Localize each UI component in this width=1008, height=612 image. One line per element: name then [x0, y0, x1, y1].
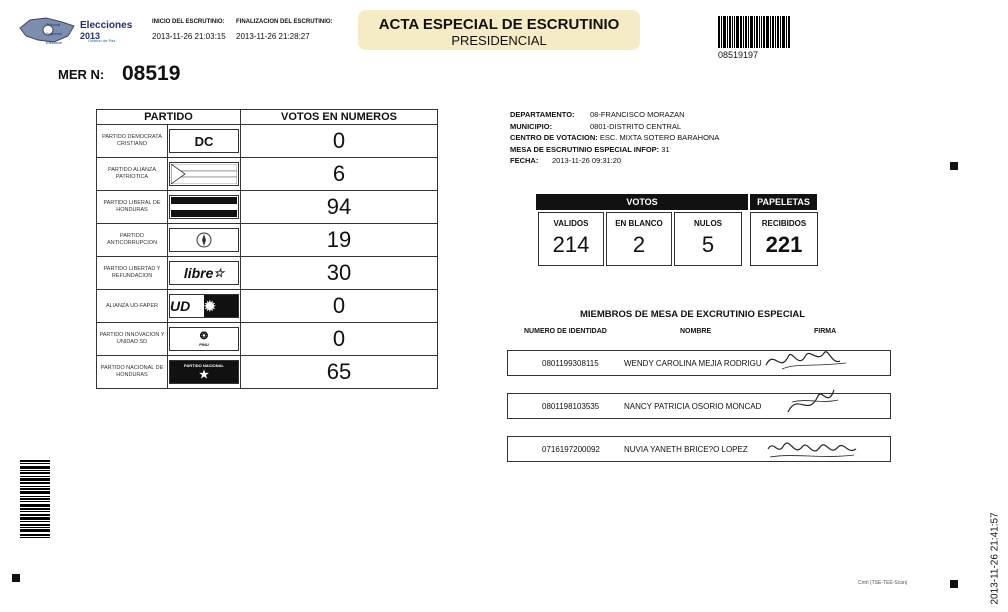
col-votes-header: VOTOS EN NUMEROS — [241, 110, 438, 125]
col-name-header: NOMBRE — [680, 328, 712, 335]
party-name: PARTIDO NACIONAL DE HONDURAS — [97, 356, 168, 389]
fecha-label: FECHA: — [510, 156, 539, 165]
members-title: MIEMBROS DE MESA DE EXCRUTINIO ESPECIAL — [580, 309, 806, 320]
alianza-flag-icon — [169, 162, 239, 186]
party-row — [97, 356, 438, 389]
party-logo-cell — [168, 290, 241, 323]
municipio-label: MUNICIPIO: — [510, 121, 553, 131]
star-icon: ☆ — [213, 266, 225, 280]
member-name: NUVIA YANETH BRICE?O LOPEZ — [624, 445, 748, 454]
libre-logo-text: libre — [183, 265, 214, 281]
col-party-header: PARTIDO — [97, 110, 241, 125]
blanco-label: EN BLANCO — [615, 219, 663, 228]
departamento-label: DEPARTAMENTO: — [510, 110, 575, 119]
blanco-value: 2 — [632, 232, 646, 257]
nulos-label: NULOS — [694, 219, 722, 228]
party-name: PARTIDO INNOVACION Y UNIDAD SD — [97, 323, 168, 356]
party-votes: 30 — [241, 257, 438, 290]
mesa-value: 31 — [661, 144, 670, 154]
title-line1: ACTA ESPECIAL DE ESCRUTINIO — [378, 16, 620, 33]
fin-value: 2013-11-26 21:28:27 — [236, 32, 310, 41]
anticorrupcion-emblem-icon — [169, 228, 239, 252]
pinu-logo-text: PINU — [199, 342, 209, 347]
party-logo-cell — [168, 356, 241, 389]
nulos-value: 5 — [701, 232, 715, 257]
mer-value: 08519 — [122, 62, 181, 85]
party-votes: 65 — [241, 356, 438, 389]
member-row — [507, 436, 891, 462]
party-row — [97, 290, 438, 323]
logo-tse-text: Tribunal Supremo Electoral — [46, 22, 63, 45]
fecha-value: 2013-11-26 09:31:20 — [552, 156, 622, 165]
dc-logo: DC — [169, 129, 239, 153]
logo-subtitle: Gestion de Paz — [88, 38, 116, 43]
party-name: PARTIDO DEMOCRATA CRISTIANO — [97, 125, 168, 158]
party-logo-cell — [168, 224, 241, 257]
party-votes: 0 — [241, 125, 438, 158]
col-sign-header: FIRMA — [814, 328, 837, 335]
signature-2-icon — [778, 382, 848, 422]
signature-1-icon — [762, 343, 852, 379]
member-id: 0716197200092 — [542, 445, 600, 454]
side-barcode — [20, 460, 50, 560]
member-id: 0801199308115 — [542, 359, 599, 368]
validos-label: VALIDOS — [553, 219, 589, 228]
party-logo-cell — [168, 125, 241, 158]
party-row — [97, 191, 438, 224]
inicio-label: INICIO DEL ESCRUTINIO: — [152, 19, 225, 25]
ud-logo-text: UD — [170, 298, 191, 314]
party-name: ALIANZA UD-FAPER — [97, 290, 168, 323]
party-votes: 0 — [241, 323, 438, 356]
member-row — [507, 350, 891, 376]
party-row — [97, 224, 438, 257]
party-logo-cell — [168, 158, 241, 191]
registration-mark — [950, 580, 958, 588]
pinu-logo — [169, 327, 239, 351]
party-row — [97, 323, 438, 356]
nacional-logo — [169, 360, 239, 384]
municipio-value: 0801-DISTRITO CENTRAL — [590, 121, 682, 131]
registration-mark — [12, 574, 20, 582]
party-logo-cell — [168, 191, 241, 224]
party-name: PARTIDO LIBERAL DE HONDURAS — [97, 191, 168, 224]
mesa-label: MESA DE ESCRUTINIO ESPECIAL INFOP: — [510, 144, 660, 154]
member-row — [507, 393, 891, 419]
centro-value: ESC. MIXTA SOTERO BARAHONA — [599, 133, 720, 142]
recibidos-box — [750, 212, 818, 266]
liberal-flag-icon — [169, 195, 239, 219]
party-logo-cell — [168, 323, 241, 356]
votos-header: VOTOS — [536, 194, 748, 210]
scan-timestamp: 2013-11-26 21:41:57 — [989, 512, 1001, 605]
party-row — [97, 257, 438, 290]
pinu-emblem-icon: ❂ — [199, 331, 209, 342]
title-line2: PRESIDENCIAL — [451, 33, 547, 48]
ud-logo — [169, 294, 239, 318]
party-row — [97, 125, 438, 158]
nulos-box — [674, 212, 742, 266]
party-votes: 19 — [241, 224, 438, 257]
libre-logo — [169, 261, 239, 285]
sun-icon: ✹ — [204, 295, 238, 317]
col-id-header: NUMERO DE IDENTIDAD — [524, 328, 607, 335]
inicio-value: 2013-11-26 21:03:15 — [152, 32, 226, 41]
star-icon: ★ — [199, 369, 209, 381]
party-logo-cell — [168, 257, 241, 290]
recibidos-label: RECIBIDOS — [761, 219, 807, 228]
logo-elecciones: Elecciones 2013 — [80, 20, 133, 41]
validos-value: 214 — [552, 232, 590, 257]
member-name: WENDY CAROLINA MEJIA RODRIGU — [624, 359, 762, 368]
party-name: PARTIDO LIBERTAD Y REFUNDACION — [97, 257, 168, 290]
nacional-logo-text: PARTIDO NACIONAL — [184, 363, 224, 368]
top-barcode — [718, 16, 791, 48]
papeletas-header: PAPELETAS — [750, 194, 817, 210]
party-row — [97, 158, 438, 191]
departamento-value: 08-FRANCISCO MORAZAN — [590, 110, 685, 119]
document-title — [358, 10, 640, 50]
member-id: 0801198103535 — [542, 402, 600, 411]
blanco-box — [606, 212, 672, 266]
recibidos-value: 221 — [765, 232, 803, 257]
party-votes: 6 — [241, 158, 438, 191]
tse-logo — [18, 14, 136, 50]
signature-3-icon — [764, 433, 860, 465]
registration-mark — [950, 162, 958, 170]
party-votes: 94 — [241, 191, 438, 224]
centro-label: CENTRO DE VOTACION: — [510, 133, 598, 142]
version-text: Cntrl (TSE-TEE-Scan) — [858, 580, 908, 586]
member-name: NANCY PATRICIA OSORIO MONCAD — [624, 402, 762, 411]
validos-box — [538, 212, 604, 266]
party-name: PARTIDO ANTICORRUPCION — [97, 224, 168, 257]
party-votes: 0 — [241, 290, 438, 323]
location-info — [510, 109, 719, 167]
party-name: PARTIDO ALIANZA PATRIOTICA — [97, 158, 168, 191]
fin-label: FINALIZACION DEL ESCRUTINIO: — [236, 19, 333, 25]
parties-table — [96, 109, 438, 389]
mer-label: MER N: — [58, 67, 105, 82]
barcode-number: 08519197 — [718, 50, 759, 60]
